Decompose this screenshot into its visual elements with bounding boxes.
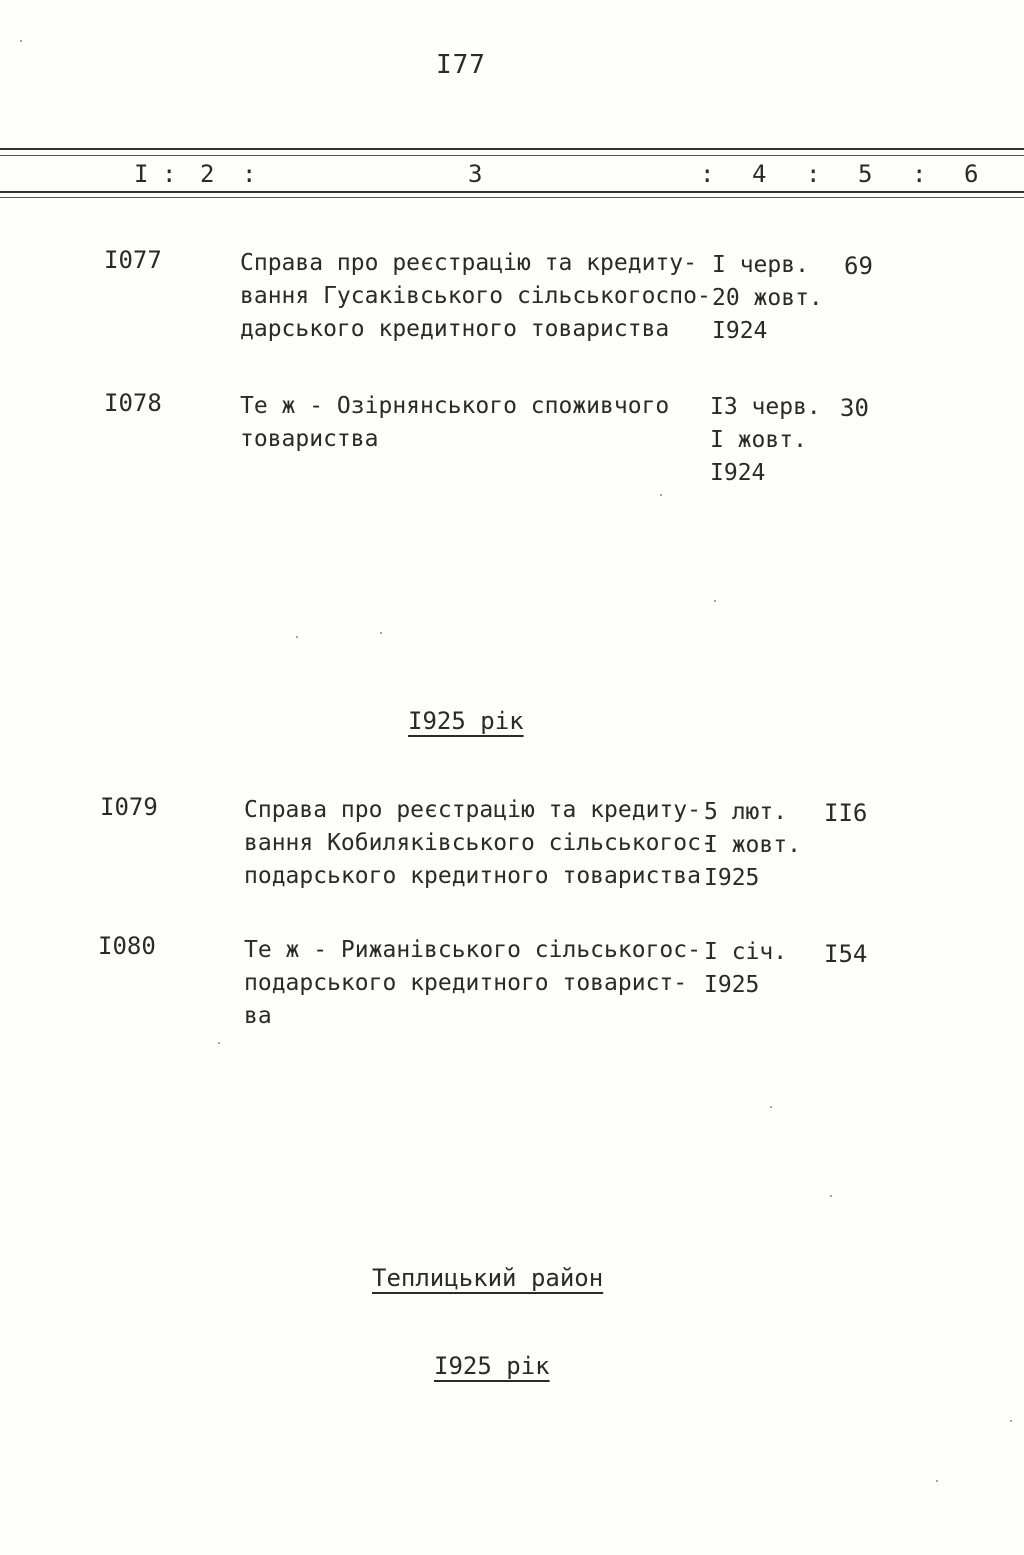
column-header-1: I [134, 160, 149, 188]
entry-title-line: Справа про реєстрацію та кредиту- [244, 797, 701, 823]
entry-title-line: дарського кредитного товариства [240, 316, 670, 342]
scan-speck [1010, 1420, 1012, 1422]
scan-speck [660, 494, 662, 496]
entry-date-line: 5 лют. [704, 799, 788, 825]
page-number: I77 [436, 50, 486, 80]
entry-title-line: товариства [240, 426, 379, 452]
entry-number: I079 [100, 793, 158, 821]
column-separator: : [912, 160, 927, 188]
entry-title [240, 390, 669, 456]
scan-speck [296, 636, 298, 638]
column-header-2: 2 [200, 160, 215, 188]
entry-title [240, 247, 711, 346]
entry-title-line: подарського кредитного товарист- [244, 970, 688, 996]
entry-title-line: вання Гусаківського сільськогоспо- [240, 283, 711, 309]
entry-title-line: ва [244, 1003, 272, 1029]
entry-date-line: I3 черв. [710, 394, 821, 420]
entry-title [244, 794, 715, 893]
entry-date-line: I жовт. [710, 427, 807, 453]
column-separator: : [162, 160, 177, 188]
scan-speck [770, 1106, 772, 1108]
entry-dates [710, 391, 821, 490]
column-separator: : [242, 160, 257, 188]
entry-date-line: I жовт. [704, 832, 801, 858]
entry-title-line: Те ж - Озірнянського споживчого [240, 393, 670, 419]
entry-sheets: II6 [824, 799, 868, 827]
entry-title-line: Справа про реєстрацію та кредиту- [240, 250, 697, 276]
column-separator: : [806, 160, 821, 188]
table-header-rule [0, 191, 1024, 193]
table-top-rule-thin [0, 155, 1024, 156]
scan-speck [20, 40, 22, 42]
entry-number: I077 [104, 246, 162, 274]
entry-number: I078 [104, 389, 162, 417]
table-header-rule-thin [0, 197, 1024, 198]
entry-date-line: I924 [710, 460, 766, 486]
column-header-6: 6 [964, 160, 979, 188]
column-header-4: 4 [752, 160, 767, 188]
entry-title [244, 934, 701, 1033]
scan-speck [936, 1480, 938, 1482]
entry-number: I080 [98, 932, 156, 960]
table-top-rule [0, 148, 1024, 150]
section-heading-district: Теплицький район [372, 1264, 604, 1292]
entry-date-line: I січ. [704, 939, 788, 965]
entry-title-line: вання Кобиляківського сільськогос- [244, 830, 715, 856]
scan-speck [380, 632, 382, 634]
entry-dates [704, 796, 801, 895]
entry-title-line: подарського кредитного товариства [244, 863, 701, 889]
entry-date-line: 20 жовт. [712, 285, 823, 311]
entry-sheets: I54 [824, 940, 868, 968]
scan-speck [218, 1042, 220, 1044]
entry-date-line: I924 [712, 318, 768, 344]
entry-dates [704, 936, 787, 1002]
entry-date-line: I черв. [712, 252, 809, 278]
column-separator: : [700, 160, 715, 188]
entry-sheets: 69 [844, 252, 873, 280]
section-heading-year: I925 рік [434, 1352, 550, 1380]
entry-date-line: I925 [704, 972, 760, 998]
column-header-3: 3 [468, 160, 483, 188]
entry-title-line: Те ж - Рижанівського сільськогос- [244, 937, 701, 963]
scan-speck [830, 1195, 832, 1197]
entry-date-line: I925 [704, 865, 760, 891]
entry-sheets: 30 [840, 394, 869, 422]
column-header-5: 5 [858, 160, 873, 188]
scan-speck [714, 600, 716, 602]
section-heading-year: I925 рік [408, 707, 524, 735]
entry-dates [712, 249, 823, 348]
